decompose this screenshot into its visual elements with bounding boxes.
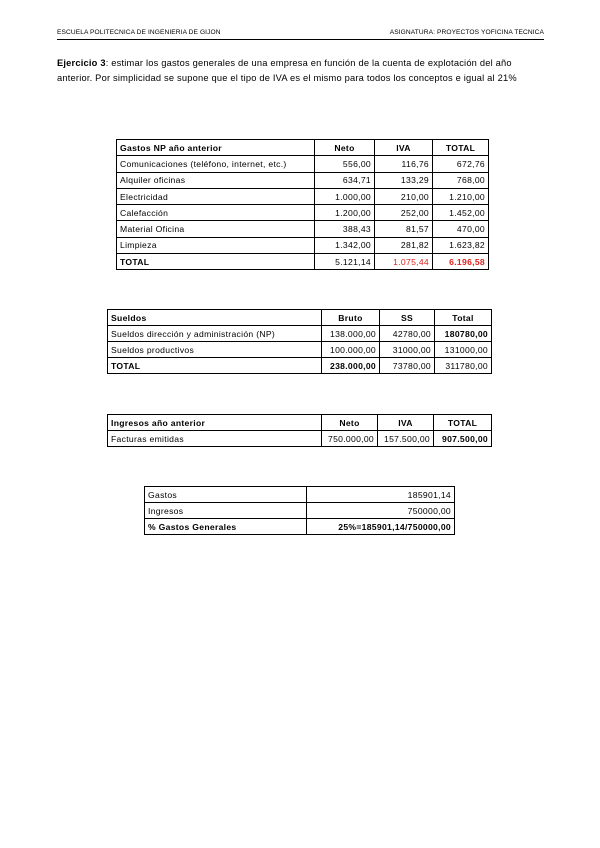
header-cell: Neto — [315, 140, 375, 156]
total-label: TOTAL — [117, 254, 315, 270]
table-row — [117, 188, 489, 204]
header-cell: SS — [380, 310, 435, 326]
total-neto: 5.121,14 — [315, 254, 375, 270]
concept-cell: Limpieza — [117, 237, 315, 253]
concept-cell: Comunicaciones (teléfono, internet, etc.) — [117, 156, 315, 172]
header-subject: ASIGNATURA: PROYECTOS YOFICINA TECNICA — [389, 29, 544, 36]
total-cell: 768,00 — [433, 172, 489, 188]
iva-cell: 157.500,00 — [378, 431, 434, 447]
header-cell: TOTAL — [434, 415, 492, 431]
bruto-cell: 138.000,00 — [322, 326, 380, 342]
total-total: 311780,00 — [435, 358, 492, 374]
total-bruto: 238.000,00 — [322, 358, 380, 374]
concept-cell: Calefacción — [117, 205, 315, 221]
iva-cell: 210,00 — [375, 188, 433, 204]
bruto-cell: 100.000,00 — [322, 342, 380, 358]
neto-cell: 634,71 — [315, 172, 375, 188]
concept-cell: Alquiler oficinas — [117, 172, 315, 188]
total-cell: 131000,00 — [435, 342, 492, 358]
iva-cell: 81,57 — [375, 221, 433, 237]
table-row — [117, 237, 489, 253]
header-school: ESCUELA POLITECNICA DE INGENIERIA DE GIJON — [57, 29, 221, 36]
concept-cell: Electricidad — [117, 188, 315, 204]
concept-cell: Material Oficina — [117, 221, 315, 237]
total-cell: 672,76 — [433, 156, 489, 172]
total-label: TOTAL — [108, 358, 322, 374]
exercise-statement — [57, 56, 545, 85]
value-cell: 750000,00 — [307, 503, 455, 519]
header-cell: Sueldos — [108, 310, 322, 326]
ss-cell: 42780,00 — [380, 326, 435, 342]
table-row — [145, 487, 455, 503]
total-row — [117, 254, 489, 270]
gastos-np-table — [116, 139, 489, 270]
label-cell: Gastos — [145, 487, 307, 503]
concept-cell: Facturas emitidas — [108, 431, 322, 447]
header-divider — [57, 39, 544, 40]
gastos-generales-table — [144, 486, 455, 535]
table-row — [108, 326, 492, 342]
table-row — [145, 503, 455, 519]
exercise-text: : estimar los gastos generales de una empresa en función de la cuenta de explotación del año anterior. Por simplicidad se supone que el tipo de IVA es el mismo para todos los conceptos e igual al 21% — [57, 58, 517, 83]
table-row — [117, 172, 489, 188]
neto-cell: 1.342,00 — [315, 237, 375, 253]
iva-cell: 116,76 — [375, 156, 433, 172]
total-cell: 1.452,00 — [433, 205, 489, 221]
header-cell: IVA — [378, 415, 434, 431]
concept-cell: Sueldos dirección y administración (NP) — [108, 326, 322, 342]
total-cell: 1.210,00 — [433, 188, 489, 204]
neto-cell: 388,43 — [315, 221, 375, 237]
header-cell: Neto — [322, 415, 378, 431]
table-row — [108, 342, 492, 358]
total-cell: 907.500,00 — [434, 431, 492, 447]
table-row — [117, 205, 489, 221]
ss-cell: 31000,00 — [380, 342, 435, 358]
sueldos-table — [107, 309, 492, 374]
label-cell: Ingresos — [145, 503, 307, 519]
label-cell: % Gastos Generales — [145, 519, 307, 535]
iva-cell: 133,29 — [375, 172, 433, 188]
header-cell: Ingresos año anterior — [108, 415, 322, 431]
total-cell: 470,00 — [433, 221, 489, 237]
total-cell: 1.623,82 — [433, 237, 489, 253]
total-cell: 180780,00 — [435, 326, 492, 342]
header-cell: Total — [435, 310, 492, 326]
table-row — [117, 156, 489, 172]
value-cell: 25%=185901,14/750000,00 — [307, 519, 455, 535]
total-iva: 1.075,44 — [375, 254, 433, 270]
neto-cell: 1.200,00 — [315, 205, 375, 221]
table-row — [108, 431, 492, 447]
exercise-label: Ejercicio 3 — [57, 58, 106, 68]
neto-cell: 556,00 — [315, 156, 375, 172]
header-cell: IVA — [375, 140, 433, 156]
total-row — [108, 358, 492, 374]
result-row — [145, 519, 455, 535]
iva-cell: 252,00 — [375, 205, 433, 221]
table-header-row — [108, 310, 492, 326]
header-cell: Bruto — [322, 310, 380, 326]
concept-cell: Sueldos productivos — [108, 342, 322, 358]
total-ss: 73780,00 — [380, 358, 435, 374]
table-row — [117, 221, 489, 237]
header-cell: TOTAL — [433, 140, 489, 156]
total-total: 6.196,58 — [433, 254, 489, 270]
ingresos-table — [107, 414, 492, 447]
neto-cell: 750.000,00 — [322, 431, 378, 447]
iva-cell: 281,82 — [375, 237, 433, 253]
neto-cell: 1.000,00 — [315, 188, 375, 204]
table-header-row — [108, 415, 492, 431]
table-header-row — [117, 140, 489, 156]
value-cell: 185901,14 — [307, 487, 455, 503]
header-cell: Gastos NP año anterior — [117, 140, 315, 156]
